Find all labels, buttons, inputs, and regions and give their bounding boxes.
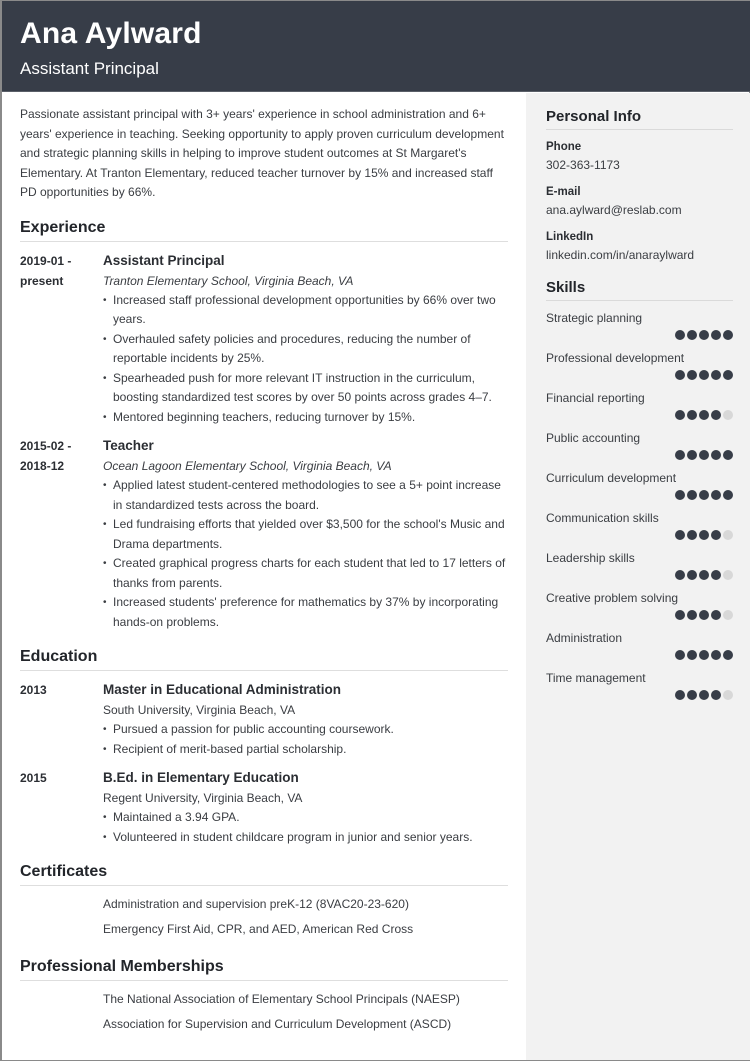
degree: B.Ed. in Elementary Education xyxy=(103,770,299,785)
skill-name: Strategic planning xyxy=(546,311,643,325)
rating-dot-empty-icon xyxy=(723,410,733,420)
bullet-item: • Volunteered in student childcare program in junior and senior years. xyxy=(103,828,508,848)
rating-dot-filled-icon xyxy=(687,690,697,700)
rating-dot-filled-icon xyxy=(711,490,721,500)
skill-name: Professional development xyxy=(546,351,685,365)
skill-name: Curriculum development xyxy=(546,471,677,485)
skill-rating xyxy=(546,650,733,661)
date-end: present xyxy=(20,273,64,288)
memberships-heading: Professional Memberships xyxy=(20,958,508,981)
skill-name: Leadership skills xyxy=(546,551,635,565)
rating-dot-filled-icon xyxy=(699,650,709,660)
skill-name: Financial reporting xyxy=(546,391,645,405)
bullet-item: • Applied latest student-centered methodologies to see a 5+ point increase in standardized tests across the board. xyxy=(103,476,508,515)
skills-section xyxy=(546,279,733,701)
skill-rating xyxy=(546,490,733,501)
skill-rating xyxy=(546,530,733,541)
skill-name: Public accounting xyxy=(546,431,641,445)
rating-dot-filled-icon xyxy=(711,530,721,540)
email-value[interactable]: ana.aylward@reslab.com xyxy=(546,203,682,217)
rating-dot-filled-icon xyxy=(687,450,697,460)
skill-item xyxy=(546,469,733,501)
certificates-section xyxy=(20,863,508,942)
membership-item: The National Association of Elementary School Principals (NAESP) xyxy=(103,992,460,1006)
skill-item xyxy=(546,589,733,621)
rating-dot-filled-icon xyxy=(675,650,685,660)
rating-dot-filled-icon xyxy=(699,370,709,380)
rating-dot-filled-icon xyxy=(675,450,685,460)
rating-dot-filled-icon xyxy=(687,370,697,380)
linkedin-label: LinkedIn xyxy=(546,231,594,243)
rating-dot-filled-icon xyxy=(699,410,709,420)
certificates-list xyxy=(103,892,508,942)
rating-dot-filled-icon xyxy=(711,410,721,420)
bullet-item: • Maintained a 3.94 GPA. xyxy=(103,808,508,828)
rating-dot-filled-icon xyxy=(699,450,709,460)
candidate-title: Assistant Principal xyxy=(20,59,159,78)
bullet-item: • Led fundraising efforts that yielded over $3,500 for the school's Music and Drama departments. xyxy=(103,515,508,554)
skill-name: Time management xyxy=(546,671,646,685)
skill-item xyxy=(546,349,733,381)
rating-dot-filled-icon xyxy=(687,530,697,540)
skill-rating xyxy=(546,450,733,461)
certificate-item: Administration and supervision preK-12 (8VAC20-23-620) xyxy=(103,897,409,911)
rating-dot-filled-icon xyxy=(723,450,733,460)
bullet-list xyxy=(103,291,508,428)
rating-dot-filled-icon xyxy=(675,410,685,420)
membership-item: Association for Supervision and Curriculum Development (ASCD) xyxy=(103,1017,452,1031)
education-section xyxy=(20,648,508,847)
rating-dot-filled-icon xyxy=(687,410,697,420)
bullet-item: • Mentored beginning teachers, reducing turnover by 15%. xyxy=(103,408,508,428)
rating-dot-filled-icon xyxy=(687,490,697,500)
school: South University, Virginia Beach, VA xyxy=(103,703,296,717)
skill-item xyxy=(546,309,733,341)
job-title: Assistant Principal xyxy=(103,252,225,268)
rating-dot-filled-icon xyxy=(699,610,709,620)
bullet-list xyxy=(103,808,508,847)
entry-date xyxy=(20,436,103,632)
rating-dot-filled-icon xyxy=(711,570,721,580)
skill-name: Administration xyxy=(546,631,623,645)
education-heading: Education xyxy=(20,648,508,671)
bullet-item: • Created graphical progress charts for each student that led to 17 letters of thanks from parents. xyxy=(103,554,508,593)
rating-dot-filled-icon xyxy=(723,370,733,380)
personal-info-heading: Personal Info xyxy=(546,108,733,130)
sidebar xyxy=(526,93,750,1060)
rating-dot-filled-icon xyxy=(711,330,721,340)
main-column xyxy=(20,93,508,1037)
certificates-heading: Certificates xyxy=(20,863,508,886)
education-entry xyxy=(20,768,508,847)
rating-dot-filled-icon xyxy=(687,570,697,580)
employer: Ocean Lagoon Elementary School, Virginia Beach, VA xyxy=(103,459,392,473)
rating-dot-filled-icon xyxy=(723,490,733,500)
bullet-item: • Spearheaded push for more relevant IT instruction in the curriculum, boosting standardized test scores by over 50 points across grades 4–7. xyxy=(103,369,508,408)
skill-rating xyxy=(546,410,733,421)
certificate-item: Emergency First Aid, CPR, and AED, American Red Cross xyxy=(103,922,414,936)
bullet-list xyxy=(103,720,508,759)
rating-dot-empty-icon xyxy=(723,570,733,580)
email-label: E-mail xyxy=(546,186,581,198)
skill-rating xyxy=(546,690,733,701)
rating-dot-filled-icon xyxy=(711,450,721,460)
entry-body xyxy=(103,680,508,759)
summary-paragraph: Passionate assistant principal with 3+ years' experience in school administration and 6+ years' experience in teaching. Seeking opportunity to apply proven curriculum development and strategic planning skills in helping to improve student outcomes at St Margaret's Elementary. At Tranton Elementary, reduced teacher turnover by 15% and increased staff PD opportunities by 66%. xyxy=(20,107,504,199)
rating-dot-filled-icon xyxy=(711,370,721,380)
rating-dot-filled-icon xyxy=(723,650,733,660)
rating-dot-empty-icon xyxy=(723,530,733,540)
date-start: 2019-01 - xyxy=(20,253,72,268)
rating-dot-filled-icon xyxy=(699,570,709,580)
bullet-item: • Increased students' preference for mathematics by 37% by incorporating hands-on problems. xyxy=(103,593,508,632)
entry-body xyxy=(103,436,508,632)
phone-value: 302-363-1173 xyxy=(546,158,620,172)
experience-section xyxy=(20,219,508,633)
rating-dot-filled-icon xyxy=(699,330,709,340)
skill-item xyxy=(546,389,733,421)
rating-dot-filled-icon xyxy=(675,570,685,580)
skill-rating xyxy=(546,570,733,581)
experience-entry xyxy=(20,436,508,632)
candidate-name: Ana Aylward xyxy=(20,17,202,50)
rating-dot-filled-icon xyxy=(711,690,721,700)
sidebar-content xyxy=(546,93,733,701)
employer: Tranton Elementary School, Virginia Beach, VA xyxy=(103,273,354,288)
skill-name: Communication skills xyxy=(546,511,659,525)
degree: Master in Educational Administration xyxy=(103,682,342,697)
bullet-item: • Recipient of merit-based partial scholarship. xyxy=(103,740,508,760)
rating-dot-filled-icon xyxy=(675,490,685,500)
rating-dot-filled-icon xyxy=(711,650,721,660)
rating-dot-filled-icon xyxy=(723,330,733,340)
entry-date: 2015 xyxy=(20,771,47,785)
bullet-item: • Pursued a passion for public accounting coursework. xyxy=(103,720,508,740)
rating-dot-empty-icon xyxy=(723,610,733,620)
rating-dot-filled-icon xyxy=(675,370,685,380)
rating-dot-filled-icon xyxy=(699,490,709,500)
entry-date: 2013 xyxy=(20,683,47,697)
rating-dot-filled-icon xyxy=(675,610,685,620)
rating-dot-filled-icon xyxy=(687,330,697,340)
entry-date xyxy=(20,251,103,428)
rating-dot-filled-icon xyxy=(675,690,685,700)
job-title: Teacher xyxy=(103,438,154,453)
rating-dot-filled-icon xyxy=(675,530,685,540)
skill-rating xyxy=(546,370,733,381)
rating-dot-filled-icon xyxy=(699,530,709,540)
rating-dot-filled-icon xyxy=(675,330,685,340)
rating-dot-filled-icon xyxy=(687,610,697,620)
resume-header xyxy=(2,1,750,92)
memberships-section xyxy=(20,958,508,1037)
memberships-list xyxy=(103,987,508,1037)
skills-heading: Skills xyxy=(546,279,733,301)
skills-list xyxy=(546,309,733,701)
skill-item xyxy=(546,549,733,581)
phone-label: Phone xyxy=(546,141,582,153)
skill-name: Creative problem solving xyxy=(546,591,679,605)
entry-body xyxy=(103,251,508,428)
school: Regent University, Virginia Beach, VA xyxy=(103,791,303,805)
rating-dot-filled-icon xyxy=(699,690,709,700)
date-end: 2018-12 xyxy=(20,459,65,473)
experience-heading: Experience xyxy=(20,219,508,242)
bullet-item: • Overhauled safety policies and procedures, reducing the number of reportable incidents by 25%. xyxy=(103,330,508,369)
personal-info-section xyxy=(546,108,733,265)
experience-entry xyxy=(20,251,508,428)
skill-item xyxy=(546,669,733,701)
rating-dot-empty-icon xyxy=(723,690,733,700)
skill-item xyxy=(546,429,733,461)
date-start: 2015-02 - xyxy=(20,439,72,453)
skill-rating xyxy=(546,330,733,341)
education-entry xyxy=(20,680,508,759)
skill-rating xyxy=(546,610,733,621)
skill-item xyxy=(546,509,733,541)
bullet-list xyxy=(103,476,508,632)
skill-item xyxy=(546,629,733,661)
bullet-item: • Increased staff professional development opportunities by 66% over two years. xyxy=(103,291,508,330)
rating-dot-filled-icon xyxy=(687,650,697,660)
linkedin-value[interactable]: linkedin.com/in/anaraylward xyxy=(546,248,695,262)
rating-dot-filled-icon xyxy=(711,610,721,620)
entry-body xyxy=(103,768,508,847)
